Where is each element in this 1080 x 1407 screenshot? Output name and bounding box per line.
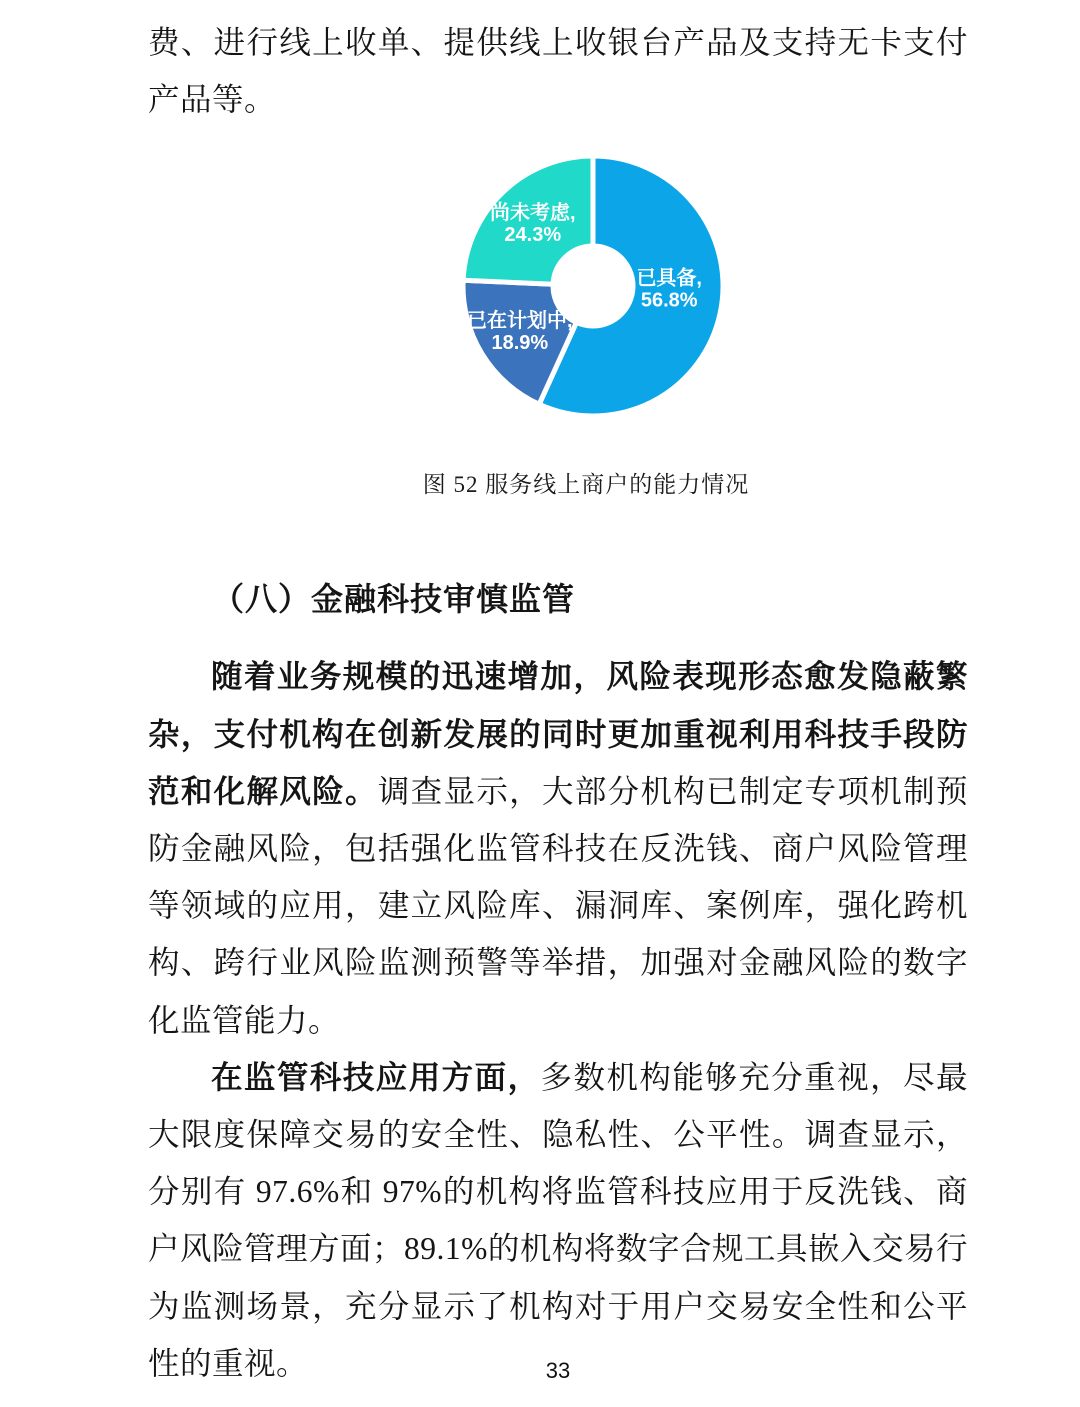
top-paragraph-text: 费、进行线上收单、提供线上收银台产品及支持无卡支付产品等。	[148, 25, 968, 118]
paragraph-regtech-bold-run: 在监管科技应用方面，	[211, 1059, 541, 1095]
page-number: 33	[545, 1358, 571, 1383]
paragraph-risk-text: 调查显示，大部分机构已制定专项机制预防金融风险，包括强化监管科技在反洗钱、商户风险管理等领域的应用，建立风险库、漏洞库、案例库，强化跨机构、跨行业风险监测预警等举措，加强对金融风险的数字化监管能力。	[148, 773, 968, 1038]
page-content	[148, 0, 968, 1392]
pie-chart	[433, 136, 753, 448]
paragraph-risk	[148, 648, 968, 1048]
figure-chart-area	[148, 136, 968, 448]
paragraph-regtech	[148, 1049, 968, 1392]
figure-caption: 图 52 服务线上商户的能力情况	[422, 472, 750, 498]
pie-label-2: 尚未考虑, 24.3%	[489, 202, 576, 247]
paragraph-regtech-text: 多数机构能够充分重视，尽最大限度保障交易的安全性、隐私性、公平性。调查显示，分别有 97.6%和 97%的机构将监管科技应用于反洗钱、商户风险管理方面；89.1%的机构将数字合规工具嵌入交易行为监测场景，充分显示了机构对于用户交易安全性和公平性的重视。	[148, 1059, 968, 1381]
top-paragraph	[148, 0, 968, 128]
paragraph-risk-bold-run: 随着业务规模的迅速增加，风险表现形态愈发隐蔽繁杂，支付机构在创新发展的同时更加重视利用科技手段防范和化解风险。	[148, 659, 968, 809]
pie-label-0: 已具备, 56.8%	[636, 267, 703, 312]
pie-label-1: 已在计划中, 18.9%	[467, 310, 573, 355]
section-heading: （八）金融科技审慎监管	[212, 581, 576, 618]
